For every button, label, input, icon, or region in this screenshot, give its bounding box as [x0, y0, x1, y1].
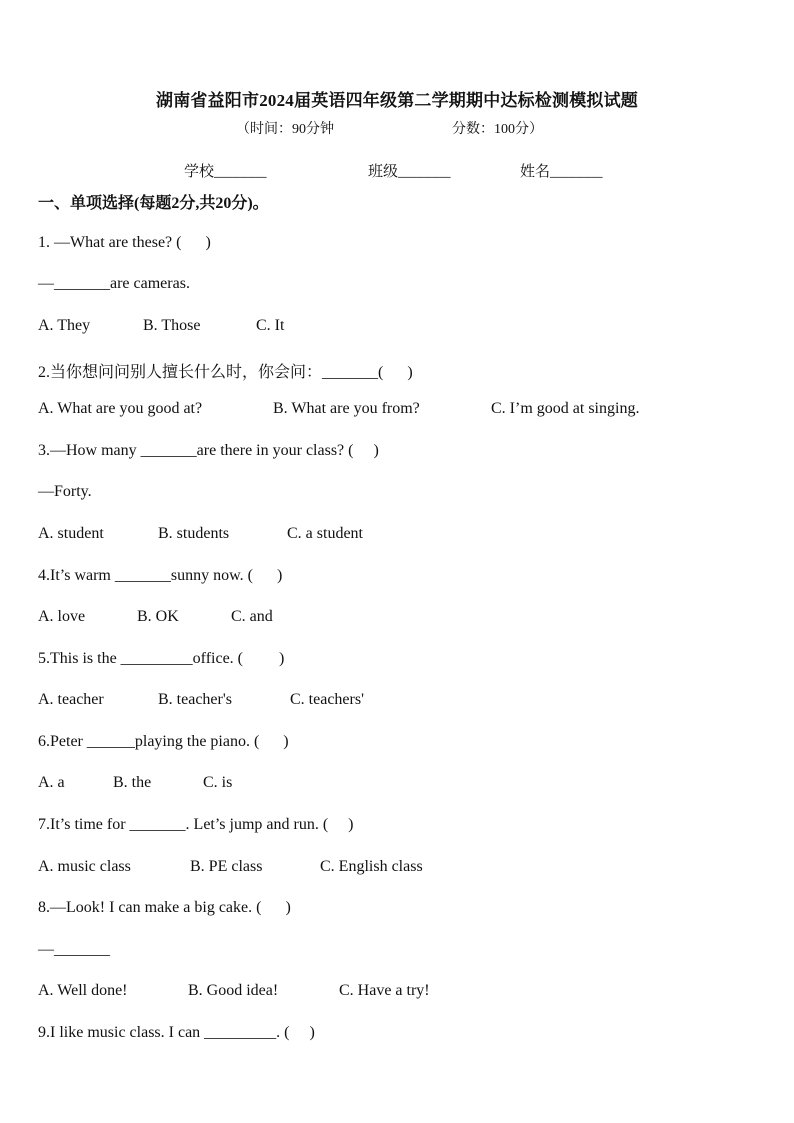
question-6-stem: 6.Peter ______playing the piano. ( ) — [38, 733, 289, 750]
question-1-answer-line: —_______are cameras. — [38, 275, 190, 292]
question-4-option-a: A. love — [38, 608, 86, 625]
question-7-stem: 7.It’s time for _______. Let’s jump and run. ( ) — [38, 816, 354, 833]
question-2-option-c: C. I’m good at singing. — [491, 400, 640, 417]
question-1-option-a: A. They — [38, 317, 91, 334]
question-6-option-a: A. a — [38, 774, 65, 791]
section-heading: 一、单项选择(每题2分,共20分)。 — [38, 195, 269, 212]
question-6-option-c: C. is — [203, 774, 233, 791]
question-2-stem: 2.当你想问问别人擅长什么时，你会问：_______( ) — [38, 364, 413, 381]
question-7-option-a: A. music class — [38, 858, 131, 875]
question-3-option-c: C. a student — [287, 525, 363, 542]
question-9-stem: 9.I like music class. I can _________. ( ) — [38, 1024, 315, 1041]
question-7-option-b: B. PE class — [190, 858, 263, 875]
question-4-option-b: B. OK — [137, 608, 179, 625]
question-3-stem: 3.—How many _______are there in your class? ( ) — [38, 442, 379, 459]
question-1-option-c: C. It — [256, 317, 285, 334]
question-8-option-b: B. Good idea! — [188, 982, 279, 999]
question-3-option-b: B. students — [158, 525, 230, 542]
question-1-stem: 1. —What are these? ( ) — [38, 234, 211, 251]
question-3-option-a: A. student — [38, 525, 104, 542]
question-5-option-a: A. teacher — [38, 691, 104, 708]
question-2-option-a: A. What are you good at? — [38, 400, 203, 417]
exam-score: 分数：100分） — [452, 122, 543, 137]
name-field: 姓名_______ — [520, 164, 603, 180]
question-4-stem: 4.It’s warm _______sunny now. ( ) — [38, 567, 283, 584]
question-2-option-b: B. What are you from? — [273, 400, 420, 417]
class-field: 班级_______ — [368, 164, 451, 180]
page-title: 湖南省益阳市2024届英语四年级第二学期期中达标检测模拟试题 — [156, 91, 638, 110]
question-8-option-a: A. Well done! — [38, 982, 128, 999]
question-5-option-b: B. teacher's — [158, 691, 232, 708]
question-7-option-c: C. English class — [320, 858, 423, 875]
school-field: 学校_______ — [184, 164, 267, 180]
question-4-option-c: C. and — [231, 608, 273, 625]
question-8-stem: 8.—Look! I can make a big cake. ( ) — [38, 899, 291, 916]
question-1-option-b: B. Those — [143, 317, 201, 334]
exam-time: （时间：90分钟 — [236, 122, 334, 137]
question-8-answer-line: —_______ — [38, 941, 110, 958]
question-6-option-b: B. the — [113, 774, 152, 791]
question-5-option-c: C. teachers' — [290, 691, 364, 708]
question-5-stem: 5.This is the _________office. ( ) — [38, 650, 285, 667]
question-3-answer-line: —Forty. — [38, 483, 92, 500]
question-8-option-c: C. Have a try! — [339, 982, 430, 999]
